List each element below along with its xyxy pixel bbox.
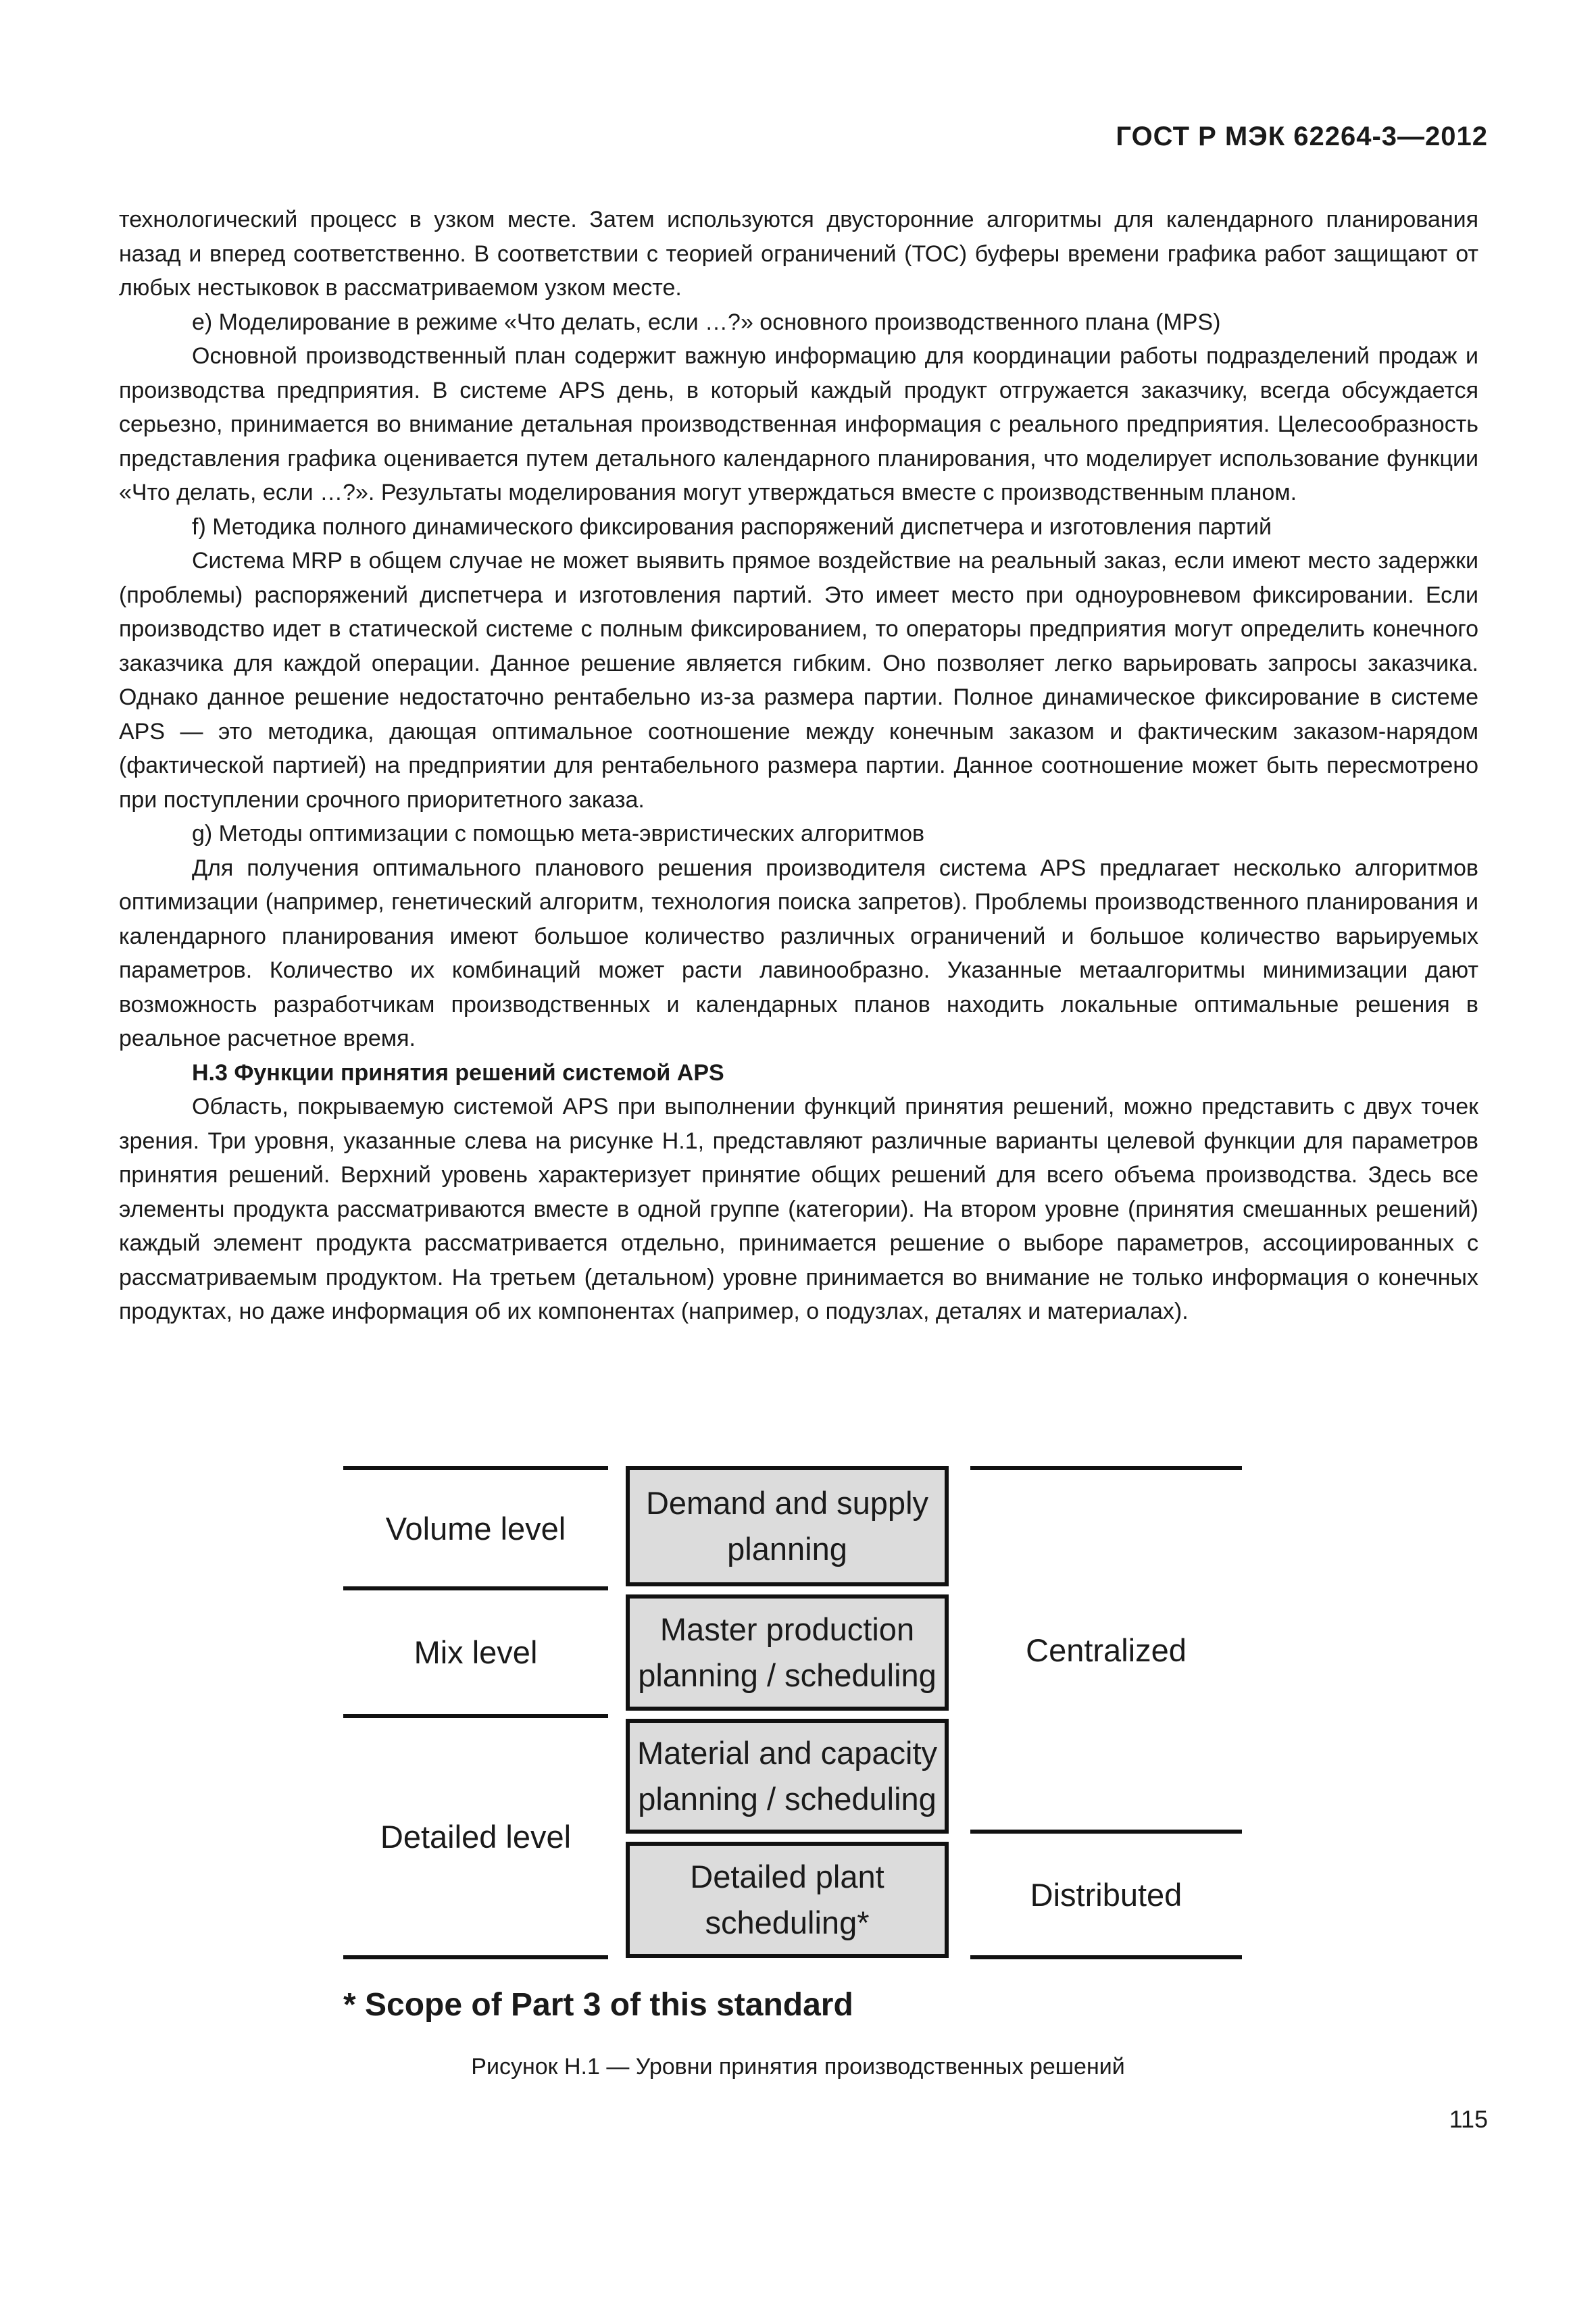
paragraph-6: Для получения оптимального планового решения производителя система APS предлагает несколько алгоритмов оптимизации (например, генетический алгоритм, технология поиска запретов). Проблемы производственного планирования и календарного планирования имеют большое количество различных ограничений и большое количество варьируемых параметров. Количество их комбинаций может расти лавинообразно. Указанные метаалгоритмы минимизации дают возможность разработчикам производственных и календарных планов находить локальные оптимальные решения в реальное расчетное время. (119, 855, 1478, 1051)
paragraph-2: Основной производственный план содержит важную информацию для координации работы подразделений продаж и производства предприятия. В системе APS день, в который каждый продукт отгружается заказчику, всегда обсуждается серьезно, принимается во внимание детальная производственная информация с реального предприятия. Целесообразность представления графика оценивается путем детального календарного планирования, что моделирует использование функции «Что делать, если …?». Результаты моделирования могут утверждаться вместе с производственным планом. (119, 343, 1478, 505)
paragraph-5: g) Методы оптимизации с помощью мета-эвристических алгоритмов (192, 821, 925, 847)
section-heading: Н.3 Функции принятия решений системой APS (192, 1059, 724, 1086)
figure-caption: Рисунок Н.1 — Уровни принятия производственных решений (471, 2054, 1125, 2080)
paragraph-4: Система MRP в общем случае не может выявить прямое воздействие на реальный заказ, если имеют место задержки (проблемы) распоряжений диспетчера и изготовления партий. Это имеет место при одноуровневом фиксировании. Если производство идет в статической системе с полным фиксированием, то операторы предприятия могут определить конечного заказчика для каждой операции. Данное решение является гибким. Оно позволяет легко варьировать запросы заказчика. Однако данное решение недостаточно рентабельно из-за размера партии. Полное динамическое фиксирование в системе APS — это методика, дающая оптимальное соотношение между конечным заказом и фактическим заказом-нарядом (фактической партией) на предприятии для рентабельного размера партии. Данное соотношение может быть пересмотрено при поступлении срочного приоритетного заказа. (119, 548, 1478, 813)
diagram-footnote: * Scope of Part 3 of this standard (343, 1987, 853, 2023)
rule-left-bottom (343, 1955, 608, 1959)
paragraph-1: е) Моделирование в режиме «Что делать, если …?» основного производственного плана (MPS) (192, 309, 1221, 335)
document-header: ГОСТ Р МЭК 62264-3—2012 (1116, 122, 1488, 151)
box-demand-supply: Demand and supply planning (626, 1466, 949, 1586)
box-master-production: Master production planning / scheduling (626, 1594, 949, 1711)
decision-levels-diagram (343, 1466, 1242, 1966)
level-detailed: Detailed level (380, 1819, 572, 1855)
label-centralized: Centralized (1026, 1632, 1187, 1668)
level-volume: Volume level (385, 1510, 566, 1546)
label-distributed: Distributed (1030, 1876, 1182, 1913)
rule-right-bottom (970, 1955, 1242, 1959)
box-detailed-plant: Detailed plant scheduling* (626, 1842, 949, 1958)
body-text (119, 203, 1478, 1329)
paragraph-3: f) Методика полного динамического фиксирования распоряжений диспетчера и изготовления партий (192, 513, 1272, 540)
page-number: 115 (1449, 2105, 1488, 2133)
paragraph-0: технологический процесс в узком месте. Затем используются двусторонние алгоритмы для календарного планирования назад и вперед соответственно. В соответствии с теорией ограничений (ТОС) буферы времени графика работ защищают от любых нестыковок в рассматриваемом узком месте. (119, 207, 1478, 301)
paragraph-8: Область, покрываемую системой APS при выполнении функций принятия решений, можно представить с двух точек зрения. Три уровня, указанные слева на рисунке Н.1, представляют различные варианты целевой функции для параметров принятия решений. Верхний уровень характеризует принятие общих решений для всего объема производства. Здесь все элементы продукта рассматриваются вместе в одной группе (категории). На втором уровне (принятия смешанных решений) каждый элемент продукта рассматривается отдельно, принимается решение о выборе параметров, ассоциированных с рассматриваемым продуктом. На третьем (детальном) уровне принимается во внимание не только информация о конечных продуктах, но даже информация об их компонентах (например, о подузлах, деталях и материалах). (119, 1094, 1478, 1324)
box-material-capacity: Material and capacity planning / scheduling (626, 1719, 949, 1834)
level-mix: Mix level (414, 1634, 538, 1670)
